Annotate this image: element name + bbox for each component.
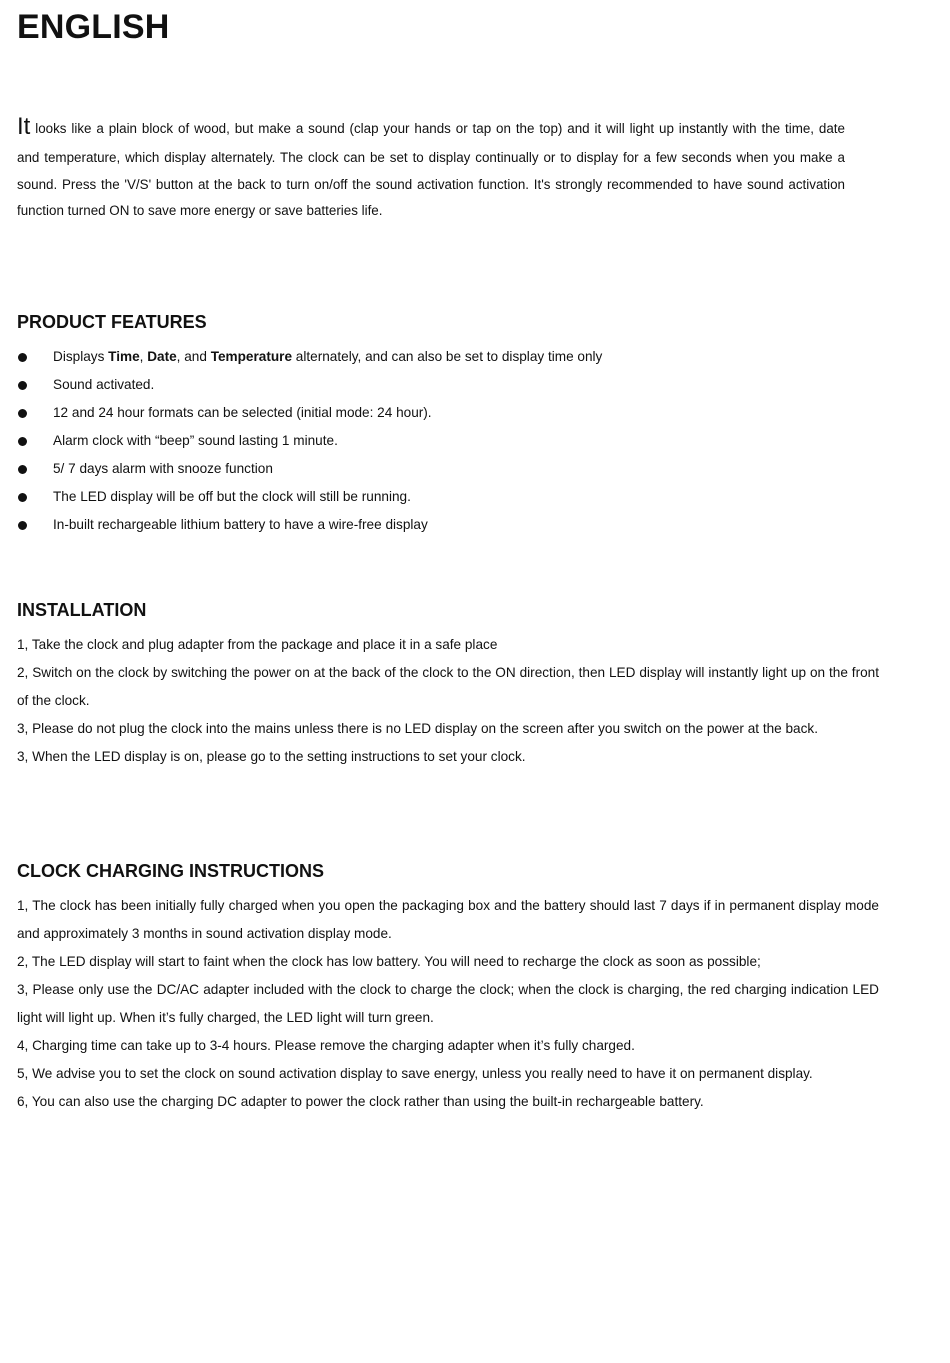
list-item <box>17 511 879 539</box>
installation-step: 1, Take the clock and plug adapter from the package and place it in a safe place <box>17 637 498 652</box>
intro-first-line-text: looks like a plain block of wood, but make a sound (clap your hands or tap on the top) and it will light up instantly with the time, date <box>35 121 845 136</box>
feature-text: , <box>139 349 148 364</box>
feature-time-bold: Time <box>108 349 140 364</box>
feature-text: In-built rechargeable lithium battery to have a wire-free display <box>53 517 428 532</box>
charging-steps <box>17 892 879 1116</box>
feature-text: 12 and 24 hour formats can be selected (initial mode: 24 hour). <box>53 405 432 420</box>
feature-text: Alarm clock with “beep” sound lasting 1 minute. <box>53 433 338 448</box>
installation-steps <box>17 631 879 771</box>
intro-lead-word: It <box>17 113 31 140</box>
feature-text: The LED display will be off but the clock will still be running. <box>53 489 411 504</box>
bullet-icon <box>18 353 27 362</box>
list-item <box>17 399 879 427</box>
features-heading: PRODUCT FEATURES <box>17 312 207 332</box>
installation-heading: INSTALLATION <box>17 600 147 620</box>
features-list <box>17 343 879 539</box>
feature-date-bold: Date <box>147 349 177 364</box>
feature-text: , and <box>176 349 211 364</box>
bullet-icon <box>18 493 27 502</box>
list-item <box>17 455 879 483</box>
bullet-icon <box>18 465 27 474</box>
intro-first-line <box>17 108 845 145</box>
installation-step: 3, When the LED display is on, please go to the setting instructions to set your clock. <box>17 749 526 764</box>
charging-step: 4, Charging time can take up to 3-4 hours. Please remove the charging adapter when it’s fully charged. <box>17 1038 635 1053</box>
feature-text: 5/ 7 days alarm with snooze function <box>53 461 273 476</box>
charging-step: 5, We advise you to set the clock on sound activation display to save energy, unless you really need to have it on permanent display. <box>17 1066 813 1081</box>
charging-heading: CLOCK CHARGING INSTRUCTIONS <box>17 861 324 881</box>
list-item <box>17 483 879 511</box>
charging-step: 3, Please only use the DC/AC adapter included with the clock to charge the clock; when the clock is charging, the red charging indication LED light will light up. When it’s fully charged, the LED light will turn green. <box>17 982 879 1025</box>
page-title: ENGLISH <box>17 8 170 46</box>
feature-text: Displays <box>53 349 109 364</box>
bullet-icon <box>18 437 27 446</box>
installation-step: 3, Please do not plug the clock into the mains unless there is no LED display on the screen after you switch on the power at the back. <box>17 721 818 736</box>
bullet-icon <box>18 521 27 530</box>
charging-step: 6, You can also use the charging DC adapter to power the clock rather than using the built-in rechargeable battery. <box>17 1094 704 1109</box>
feature-temperature-bold: Temperature <box>210 349 293 364</box>
bullet-icon <box>18 381 27 390</box>
feature-text: alternately, and can also be set to display time only <box>292 349 603 364</box>
list-item <box>17 427 879 455</box>
bullet-icon <box>18 409 27 418</box>
intro-paragraph <box>17 108 845 225</box>
charging-step: 2, The LED display will start to faint when the clock has low battery. You will need to recharge the clock as soon as possible; <box>17 954 761 969</box>
list-item <box>17 371 879 399</box>
installation-step: 2, Switch on the clock by switching the power on at the back of the clock to the ON direction, then LED display will instantly light up on the front of the clock. <box>17 665 879 708</box>
intro-body-text: and temperature, which display alternately. The clock can be set to display continually or to display for a few seconds when you make a sound. Press the 'V/S' button at the back to turn on/off the sound activation function. It's strongly recommended to have sound activation function turned ON to save more energy or save batteries life. <box>17 150 845 218</box>
list-item <box>17 343 879 371</box>
charging-step: 1, The clock has been initially fully charged when you open the packaging box and the battery should last 7 days if in permanent display mode and approximately 3 months in sound activation display mode. <box>17 898 879 941</box>
feature-text: Sound activated. <box>53 377 155 392</box>
